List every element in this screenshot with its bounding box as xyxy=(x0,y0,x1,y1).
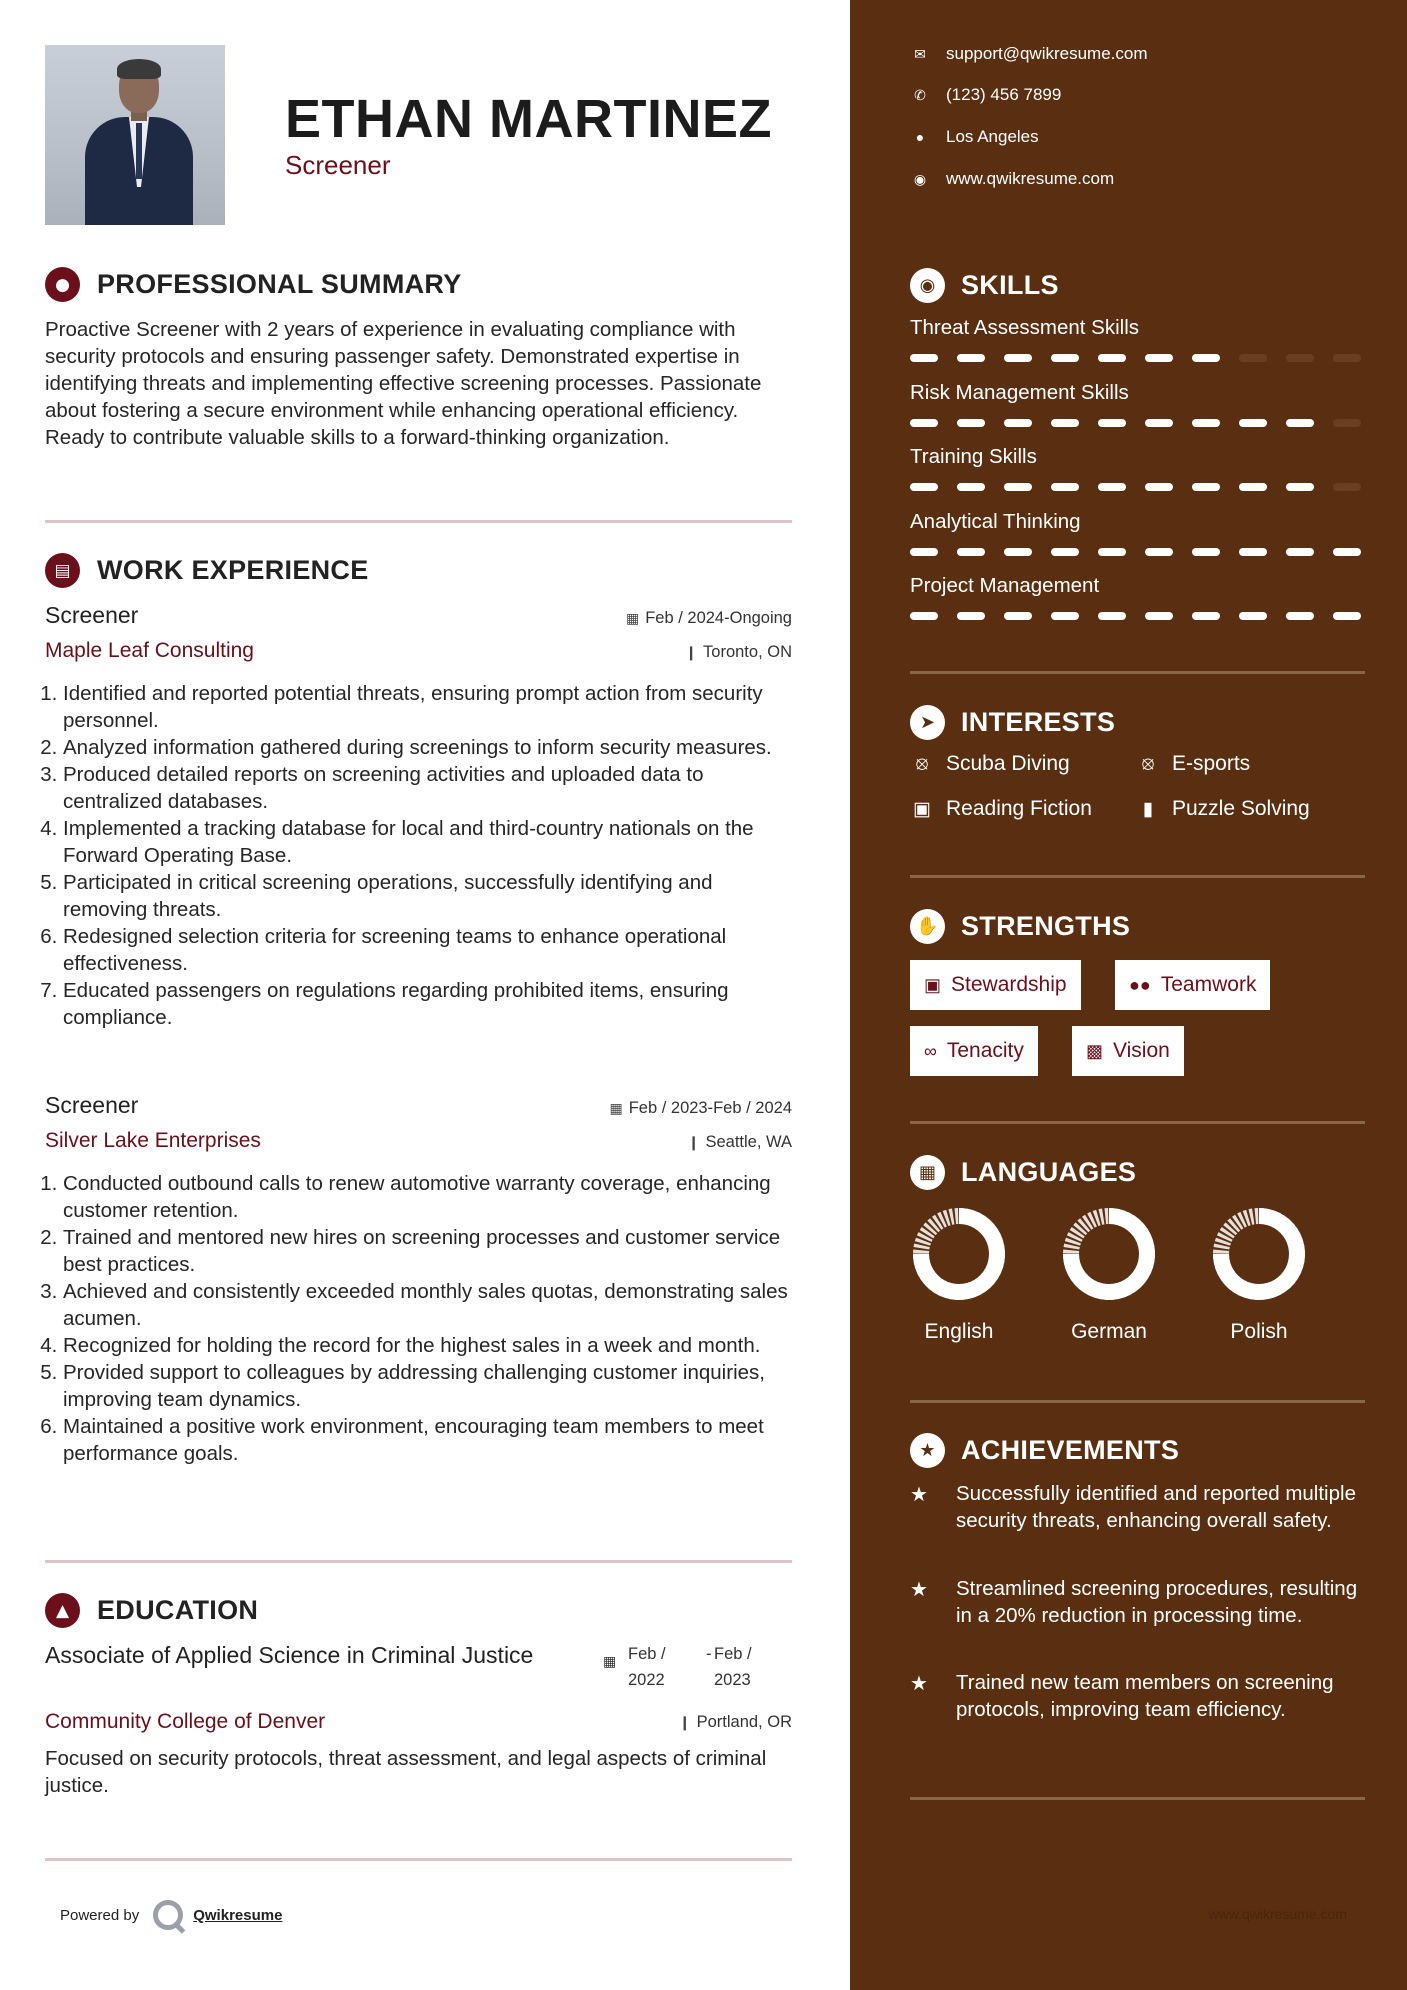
language-name: English xyxy=(924,1320,994,1343)
contact-website[interactable]: ◉ www.qwikresume.com xyxy=(910,169,1114,189)
globe-icon: ◉ xyxy=(913,170,927,187)
star-icon: ★ xyxy=(910,1577,928,1601)
skill-name: Risk Management Skills xyxy=(910,380,1129,404)
skill-level-segment xyxy=(957,548,985,556)
skill-level-segment xyxy=(1051,548,1079,556)
skill-name: Threat Assessment Skills xyxy=(910,316,1139,339)
skill-level-segment xyxy=(910,483,938,491)
strength-badge: ●● Teamwork xyxy=(1115,960,1270,1010)
edu-location: ❙ Portland, OR xyxy=(678,1713,792,1731)
users-icon: ●● xyxy=(1129,974,1151,995)
skill-level-segment xyxy=(1098,548,1126,556)
phone-icon: ✆ xyxy=(914,86,926,103)
school: Community College of Denver xyxy=(45,1710,326,1733)
skill-level-segment xyxy=(1192,419,1220,427)
list-item: 3. Produced detailed reports on screening activities and uploaded data to centralized databases. xyxy=(63,761,795,815)
skill-level-segment xyxy=(1004,354,1032,362)
skill-level-segment xyxy=(1333,483,1361,491)
language-icon: ▦ xyxy=(910,1155,945,1190)
language-name: German xyxy=(1071,1320,1147,1343)
skill-name: Analytical Thinking xyxy=(910,509,1081,533)
list-item: 4. Recognized for holding the record for the highest sales in a week and month. xyxy=(63,1332,795,1359)
contact-email[interactable]: ✉ support@qwikresume.com xyxy=(910,44,1148,64)
skill-level-segment xyxy=(1145,419,1173,427)
language-item xyxy=(904,1206,1014,1344)
achievements-heading: ★ ACHIEVEMENTS xyxy=(910,1433,1179,1468)
briefcase-icon: ▤ xyxy=(45,553,80,588)
language-proficiency-ring xyxy=(1061,1206,1157,1302)
strength-badge: ▩ Vision xyxy=(1072,1026,1184,1076)
job-location: ❙ Seattle, WA xyxy=(687,1133,792,1151)
skill-level-segment xyxy=(1098,612,1126,620)
skill-level-segment xyxy=(1051,354,1079,362)
graduation-icon: ▲ xyxy=(45,1593,80,1628)
date-separator: - xyxy=(706,1645,712,1663)
job-dates: ▦ Feb / 2024-Ongoing xyxy=(625,609,792,627)
skill-level-segment xyxy=(1145,612,1173,620)
job-company: Maple Leaf Consulting xyxy=(45,639,254,662)
skill-level-segment xyxy=(1098,419,1126,427)
interest-item: ⦻ E-sports xyxy=(1136,752,1250,776)
pin-icon: ❙ xyxy=(678,1714,691,1730)
skill-level-segment xyxy=(1286,612,1314,620)
skill-level-segment xyxy=(1098,354,1126,362)
list-item: 6. Maintained a positive work environment, encouraging team members to meet performance goals. xyxy=(63,1413,795,1467)
job-dates: ▦ Feb / 2023-Feb / 2024 xyxy=(609,1099,792,1117)
language-item xyxy=(1204,1206,1314,1344)
edu-description: Focused on security protocols, threat assessment, and legal aspects of criminal justice. xyxy=(45,1747,767,1797)
section-divider xyxy=(45,520,792,523)
language-item xyxy=(1054,1206,1164,1344)
degree: Associate of Applied Science in Criminal Justice xyxy=(45,1642,534,1668)
skill-level-segment xyxy=(910,548,938,556)
skill-level-segment xyxy=(1145,548,1173,556)
achievement-item: ★ Successfully identified and reported multiple security threats, enhancing overall safety. xyxy=(910,1482,1356,1532)
interest-item: ▮ Puzzle Solving xyxy=(1136,797,1310,821)
skill-level-segment xyxy=(1333,354,1361,362)
link-icon: ∞ xyxy=(924,1040,937,1061)
skill-level-bar xyxy=(910,354,1361,362)
languages-heading: ▦ LANGUAGES xyxy=(910,1155,1136,1190)
job-location: ❙ Toronto, ON xyxy=(685,643,792,661)
calendar-icon: ▦ xyxy=(603,1653,617,1669)
skill-level-segment xyxy=(957,354,985,362)
skill-level-segment xyxy=(1004,548,1032,556)
strengths-heading: ✋ STRENGTHS xyxy=(910,909,1130,944)
skill-level-segment xyxy=(1333,548,1361,556)
section-divider xyxy=(910,875,1365,878)
section-divider xyxy=(910,1121,1365,1124)
skill-level-segment xyxy=(957,612,985,620)
list-item: 5. Participated in critical screening operations, successfully identifying and removing threats. xyxy=(63,869,795,923)
envelope-icon: ✉ xyxy=(914,45,926,62)
skill-level-segment xyxy=(910,354,938,362)
summary-heading xyxy=(45,267,462,302)
skill-level-segment xyxy=(1051,612,1079,620)
powered-by: Powered by Qwikresume xyxy=(60,1900,282,1930)
interests-heading: ➤ INTERESTS xyxy=(910,705,1115,740)
lifebuoy-icon: ⦻ xyxy=(1141,753,1155,774)
section-divider xyxy=(45,1560,792,1563)
list-item: 4. Implemented a tracking database for local and third-country nationals on the Forward Operating Base. xyxy=(63,815,795,869)
candidate-role: Screener xyxy=(285,150,391,180)
skill-level-segment xyxy=(1333,419,1361,427)
skill-name: Project Management xyxy=(910,574,1100,597)
skill-level-segment xyxy=(1051,419,1079,427)
skill-level-segment xyxy=(1004,612,1032,620)
list-item: 7. Educated passengers on regulations regarding prohibited items, ensuring compliance. xyxy=(63,977,795,1031)
interest-item: ▣ Reading Fiction xyxy=(910,797,1092,821)
language-name: Polish xyxy=(1230,1320,1288,1343)
star-badge-icon: ★ xyxy=(910,1433,945,1468)
skill-level-segment xyxy=(1286,483,1314,491)
skill-level-segment xyxy=(1145,354,1173,362)
job-bullets xyxy=(45,1170,795,1467)
list-item: 5. Provided support to colleagues by addressing challenging customer inquiries, improving team dynamics. xyxy=(63,1359,795,1413)
job-bullets xyxy=(45,680,795,1031)
fist-icon: ✋ xyxy=(910,909,945,944)
list-item: 2. Analyzed information gathered during screenings to inform security measures. xyxy=(63,734,795,761)
section-divider xyxy=(45,1858,792,1861)
language-proficiency-ring xyxy=(911,1206,1007,1302)
section-divider xyxy=(910,671,1365,674)
contact-phone[interactable]: ✆ (123) 456 7899 xyxy=(910,85,1061,105)
edu-start-date: Feb / 2022 xyxy=(628,1645,666,1689)
list-item: 3. Achieved and consistently exceeded monthly sales quotas, demonstrating sales acumen. xyxy=(63,1278,795,1332)
skill-level-segment xyxy=(1333,612,1361,620)
candidate-name: ETHAN MARTINEZ xyxy=(285,89,772,149)
skill-level-bar xyxy=(910,612,1361,620)
skill-level-segment xyxy=(910,612,938,620)
section-divider xyxy=(910,1400,1365,1403)
profile-photo xyxy=(45,45,225,225)
section-divider xyxy=(910,1797,1365,1800)
strength-badge: ▣ Stewardship xyxy=(910,960,1081,1010)
language-proficiency-ring xyxy=(1211,1206,1307,1302)
skill-level-segment xyxy=(1286,354,1314,362)
skill-level-segment xyxy=(1004,483,1032,491)
binoculars-icon: ▩ xyxy=(1086,1040,1104,1061)
briefcase-icon: ▣ xyxy=(924,974,942,995)
skill-level-segment xyxy=(957,419,985,427)
skill-level-segment xyxy=(1004,419,1032,427)
skill-level-segment xyxy=(957,483,985,491)
skill-level-segment xyxy=(1239,354,1267,362)
pin-icon: ❙ xyxy=(687,1134,700,1150)
skill-level-bar xyxy=(910,419,1361,427)
skill-level-segment xyxy=(1239,419,1267,427)
interest-item: ⦻ Scuba Diving xyxy=(910,752,1070,776)
qwikresume-link[interactable]: Qwikresume xyxy=(193,1906,283,1924)
skill-level-segment xyxy=(1239,548,1267,556)
qwikresume-logo-icon xyxy=(153,1900,183,1930)
skill-level-segment xyxy=(1192,354,1220,362)
skill-level-segment xyxy=(1239,612,1267,620)
gamepad-icon: ▣ xyxy=(913,798,931,820)
paper-plane-icon: ➤ xyxy=(910,705,945,740)
calendar-icon: ▦ xyxy=(609,1100,623,1116)
star-icon: ★ xyxy=(910,1671,928,1695)
skill-level-segment xyxy=(1286,548,1314,556)
book-icon: ▮ xyxy=(1142,798,1154,820)
skill-level-bar xyxy=(910,483,1361,491)
job-title: Screener xyxy=(45,1092,139,1118)
list-item: 1. Identified and reported potential threats, ensuring prompt action from security personnel. xyxy=(63,680,795,734)
user-icon: ● xyxy=(45,267,80,302)
edu-end-date: Feb / 2023 xyxy=(714,1645,752,1689)
summary-title: PROFESSIONAL SUMMARY xyxy=(97,269,462,299)
achievement-item: ★ Streamlined screening procedures, resulting in a 20% reduction in processing time. xyxy=(910,1577,1358,1627)
skill-level-segment xyxy=(1145,483,1173,491)
skill-level-segment xyxy=(1051,483,1079,491)
list-item: 1. Conducted outbound calls to renew automotive warranty coverage, enhancing customer retention. xyxy=(63,1170,795,1224)
pin-icon: ❙ xyxy=(685,644,698,660)
map-marker-icon: ● xyxy=(915,129,925,145)
skill-level-segment xyxy=(1192,548,1220,556)
calendar-icon: ▦ xyxy=(625,610,640,626)
lightbulb-icon: ◉ xyxy=(910,268,945,303)
skill-level-segment xyxy=(1192,612,1220,620)
skills-heading: ◉ SKILLS xyxy=(910,268,1059,303)
skill-name: Training Skills xyxy=(910,445,1037,468)
job-title: Screener xyxy=(45,602,139,628)
skill-level-segment xyxy=(1098,483,1126,491)
experience-title: WORK EXPERIENCE xyxy=(97,555,369,585)
star-icon: ★ xyxy=(910,1482,928,1506)
watermark: www.qwikresume.com xyxy=(1208,1906,1347,1922)
skill-level-segment xyxy=(910,419,938,427)
skill-level-segment xyxy=(1239,483,1267,491)
strength-badge: ∞ Tenacity xyxy=(910,1026,1038,1076)
summary-text: Proactive Screener with 2 years of experience in evaluating compliance with security protocols and ensuring passenger safety. Demonstrated expertise in identifying threats and implementing effective screening processes. Passionate about fostering a secure environment while enhancing operational efficiency. Ready to contribute valuable skills to a forward-thinking organization. xyxy=(45,318,762,449)
skill-level-segment xyxy=(1286,419,1314,427)
contact-location: ● Los Angeles xyxy=(910,127,1039,147)
sidebar xyxy=(850,0,1407,1990)
skill-level-segment xyxy=(1192,483,1220,491)
education-heading xyxy=(45,1593,258,1628)
list-item: 6. Redesigned selection criteria for screening teams to enhance operational effectiveness. xyxy=(63,923,795,977)
achievement-item: ★ Trained new team members on screening protocols, improving team efficiency. xyxy=(910,1671,1334,1721)
skill-level-bar xyxy=(910,548,1361,556)
job-company: Silver Lake Enterprises xyxy=(45,1129,261,1152)
lifebuoy-icon: ⦻ xyxy=(915,753,929,774)
list-item: 2. Trained and mentored new hires on screening processes and customer service best practices. xyxy=(63,1224,795,1278)
education-title: EDUCATION xyxy=(97,1595,259,1625)
experience-heading xyxy=(45,553,369,588)
